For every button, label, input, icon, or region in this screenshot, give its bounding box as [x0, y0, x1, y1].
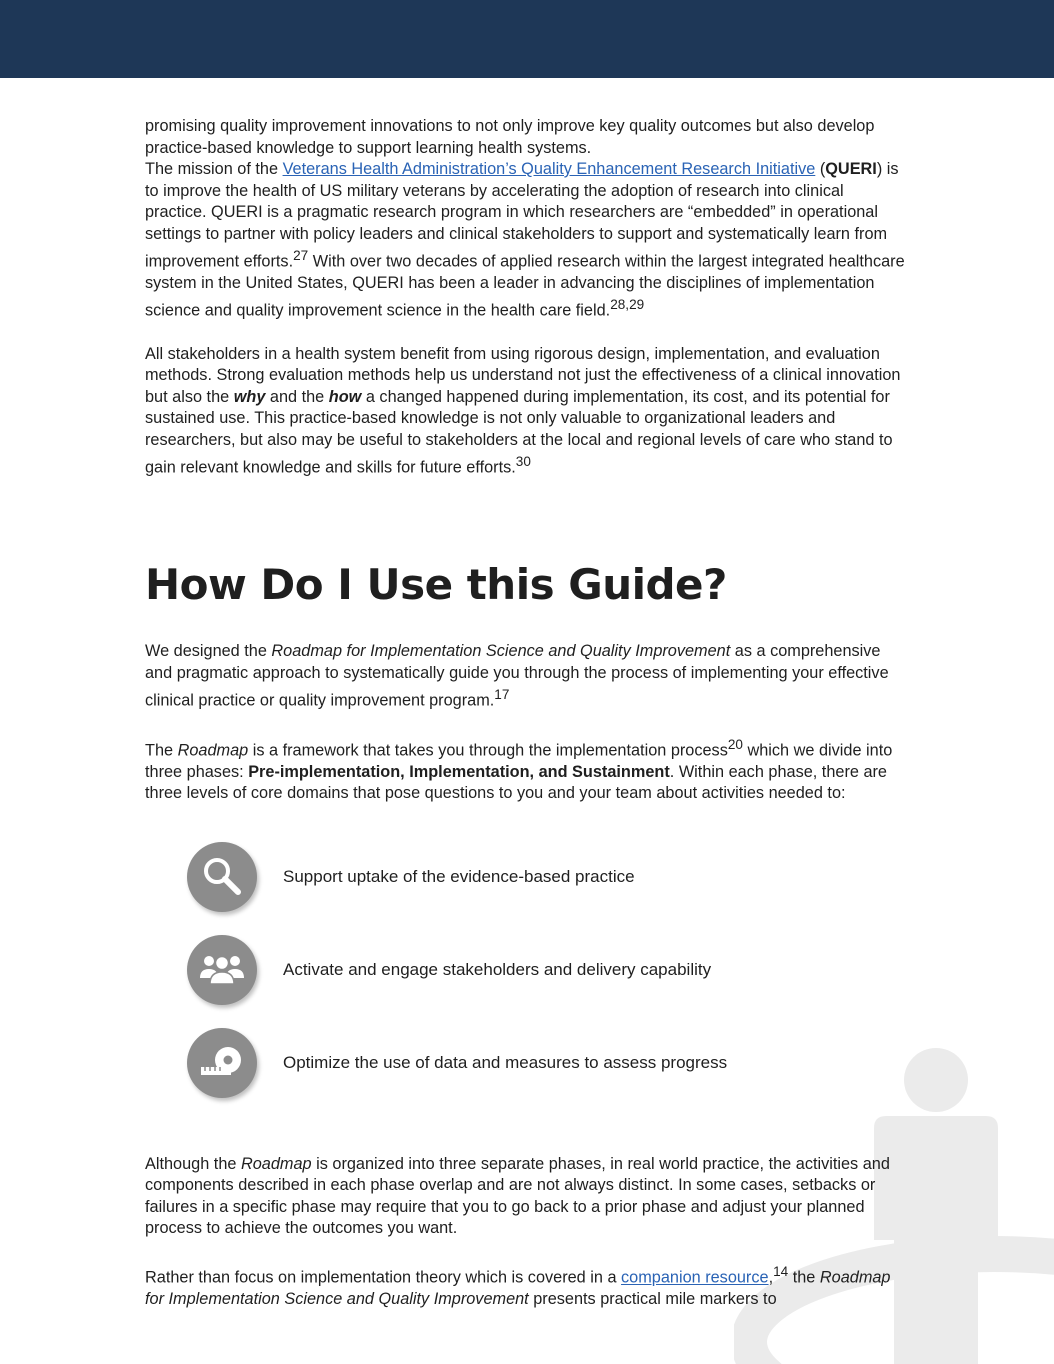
- section-heading: How Do I Use this Guide?: [145, 560, 727, 610]
- core-domains-list: [187, 841, 905, 1099]
- domain-label: Optimize the use of data and measures to assess progress: [283, 1052, 728, 1072]
- paragraph-queri-mission: The mission of the Veterans Health Administration’s Quality Enhancement Research Initiative (QUERI) is to improve the health of US military veterans by accelerating the adoption of research into clinical practice. QUERI is a pragmatic research program in which researchers are “embedded” in operational settings to partner with policy leaders and clinical stakeholders to support and systematically learn from improvement efforts.$^{27}$ With over two decades of applied research within the largest integrated healthcare system in the United States, QUERI has been a leader in advancing the disciplines of implementation science and quality improvement science in the health care field.$^{28,29}$: [145, 160, 905, 320]
- paragraph-guide-design: We designed the Roadmap for Implementation Science and Quality Improvement as a comprehensive and pragmatic approach to systematically guide you through the process of implementing your effective clinical practice or quality improvement program.$^{17}$: [145, 642, 889, 710]
- paragraph-companion-resource: Rather than focus on implementation theory which is covered in a companion resource,$^{14}$ the Roadmap for Implementation Science and Quality Improvement presents practical mile markers to: [145, 1264, 891, 1309]
- header-band: [0, 0, 1054, 78]
- paragraph-stakeholders: All stakeholders in a health system benefit from using rigorous design, implementation, and evaluation methods. Strong evaluation methods help us understand not just the effectiveness of a clinical innovation but also the why and the how a changed happened during implementation, its cost, and its potential for sustained use. This practice-based knowledge is not only valuable to organizational leaders and researchers, but also may be useful to stakeholders at the local and regional levels of care who stand to gain relevant knowledge and skills for future efforts.$^{30}$: [145, 344, 901, 477]
- domain-item-support-uptake: [187, 841, 905, 913]
- tape-measure-icon: [187, 1028, 257, 1098]
- domain-item-engage-stakeholders: [187, 934, 905, 1006]
- paragraph-phases-overlap: Although the Roadmap is organized into three separate phases, in real world practice, the activities and components described in each phase overlap and are not always distinct. In some cases, setbacks or failures in a specific phase may require that you to go back to a prior phase and adjust your planned process to achieve the outcomes you want.: [145, 1154, 890, 1238]
- paragraph-intro-continued: promising quality improvement innovations to not only improve key quality outcomes but also develop practice-based knowledge to support learning health systems.: [145, 117, 875, 157]
- companion-resource-link[interactable]: companion resource: [621, 1268, 769, 1287]
- queri-link[interactable]: Veterans Health Administration’s Quality Enhancement Research Initiative: [282, 160, 816, 178]
- magnifying-glass-icon: [187, 842, 257, 912]
- people-group-icon: [187, 935, 257, 1005]
- domain-label: Support uptake of the evidence-based practice: [283, 866, 635, 886]
- paragraph-roadmap-framework: The Roadmap is a framework that takes you through the implementation process$^{20}$ which we divide into three phases: Pre-implementation, Implementation, and Sustainment. Within each phase, there are three levels of core domains that pose questions to you and your team about activities needed to:: [145, 736, 893, 803]
- domain-label: Activate and engage stakeholders and delivery capability: [283, 959, 712, 979]
- document-body: [145, 116, 905, 1311]
- domain-item-optimize-data: [187, 1027, 905, 1099]
